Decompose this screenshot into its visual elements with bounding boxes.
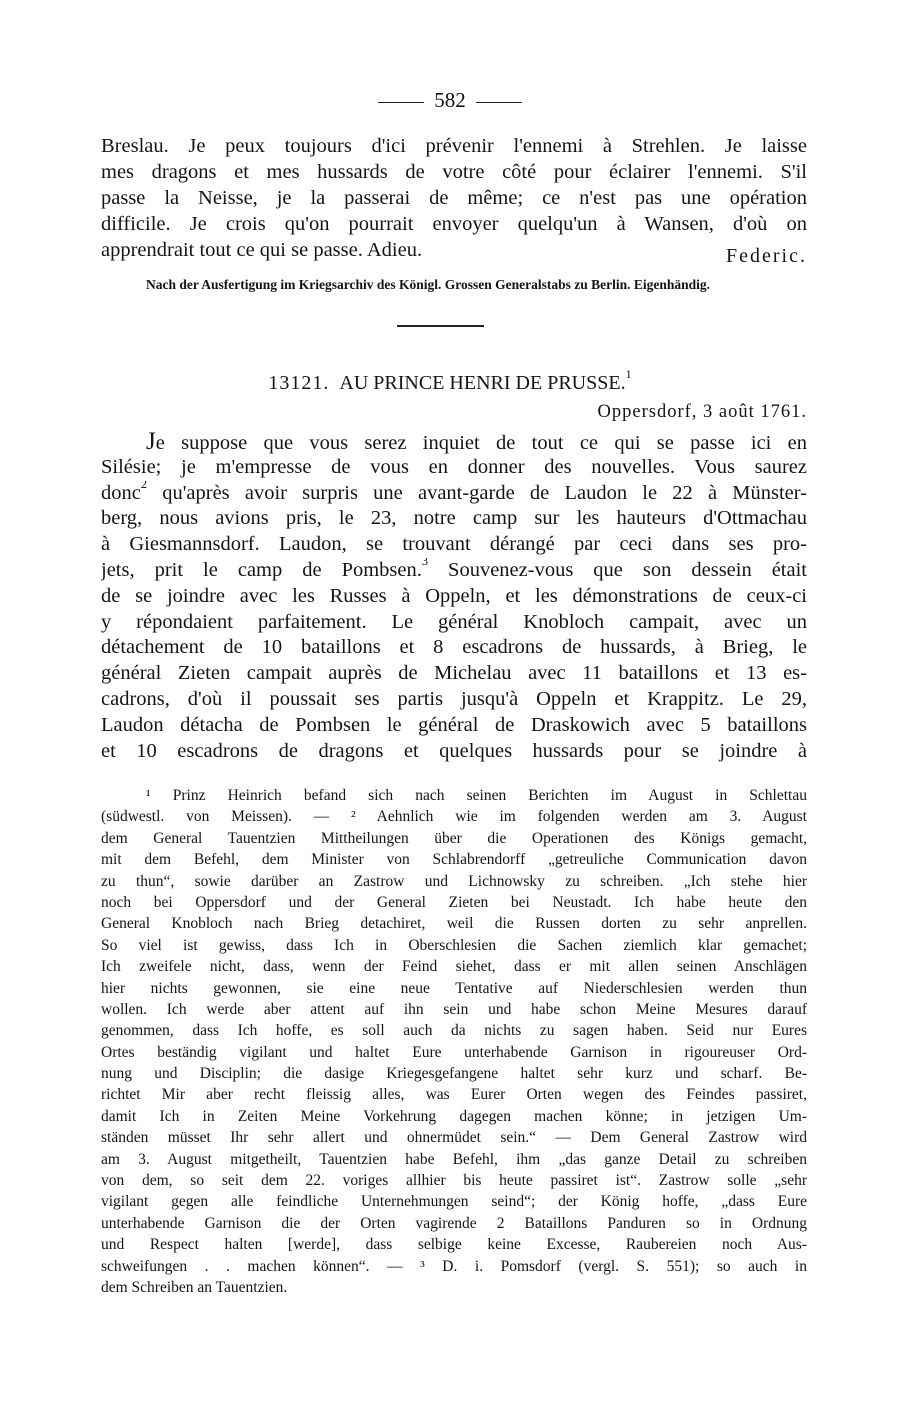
footnote-line: hier nichts gewonnen, sie eine neue Tentative auf Niederschlesien werden thun bbox=[101, 979, 807, 997]
letter-number: 13121. bbox=[268, 372, 330, 394]
text-run: donc bbox=[101, 481, 141, 504]
text-line: berg, nous avions pris, le 23, notre camp sur les hauteurs d'Ottmachau bbox=[101, 507, 807, 530]
footnote-line: mit dem Befehl, dem Minister von Schlabrendorff „getreuliche Communication davon bbox=[101, 851, 807, 869]
page-number: 582 bbox=[434, 88, 466, 112]
letter-title: AU PRINCE HENRI DE PRUSSE. bbox=[339, 372, 626, 394]
footnote-line: nung und Disciplin; die dasige Kriegesgefangene haltet sehr kurz und scharf. Be- bbox=[101, 1065, 807, 1083]
place-date: Oppersdorf, 3 août 1761. bbox=[597, 402, 807, 422]
text-line: apprendrait tout ce qui se passe. Adieu. bbox=[101, 239, 423, 261]
footnotes bbox=[101, 785, 807, 1298]
letter-heading bbox=[0, 367, 900, 396]
text-line: Silésie; je m'empresse de vous en donner des nouvelles. Vous saurez bbox=[101, 455, 807, 478]
text-line bbox=[101, 558, 807, 584]
footnote-line: Ortes beständig vigilant und haltet Eure unterhabende Garnison in rigoureuser Ord- bbox=[101, 1043, 807, 1061]
page-header bbox=[0, 86, 900, 114]
text-line: détachement de 10 bataillons et 8 escadrons de hussards, à Brieg, le bbox=[101, 636, 807, 659]
text-line: de se joindre avec les Russes à Oppeln, et les démonstrations de ceux-ci bbox=[101, 584, 807, 607]
footnote-line: General Knobloch nach Brieg detachiret, weil die Russen dorten zu sehr anprellen. bbox=[101, 915, 807, 933]
footnote-line: ¹ Prinz Heinrich befand sich nach seinen Berichten im August in Schlettau bbox=[146, 787, 807, 804]
footnote-line: Ich zweifele nicht, dass, wenn der Feind siehet, dass er mit allen seinen Anschlägen bbox=[101, 958, 807, 976]
footnote-line: vigilant gegen alle feindliche Unternehmungen seind“; der König hoffe, „dass Eure bbox=[101, 1193, 807, 1211]
footnote-line: unterhabende Garnison die der Orten vagirende 2 Bataillons Panduren so in Ordnung bbox=[101, 1214, 807, 1232]
footnote-marker: 3 bbox=[421, 557, 429, 569]
text-run: jets, prit le camp de Pombsen. bbox=[101, 558, 422, 581]
footnote-line: dem Schreiben an Tauentzien. bbox=[101, 1278, 288, 1296]
footnote-line: (südwestl. von Meissen). — ² Aehnlich wie im folgenden werden am 3. August bbox=[101, 808, 807, 826]
footnote-line: genommen, dass Ich hoffe, es soll auch da nichts zu sagen haben. Seid nur Eures bbox=[101, 1022, 807, 1040]
footnote-line: damit Ich in Zeiten Meine Vorkehrung dagegen machen könne; in jetzigen Um- bbox=[101, 1107, 807, 1125]
text-line: difficile. Je crois qu'on pourrait envoyer quelqu'un à Wansen, d'où on bbox=[101, 213, 807, 235]
text-line bbox=[101, 481, 807, 507]
letter-body bbox=[101, 429, 807, 764]
text-run: Souvenez-vous que son dessein était bbox=[428, 558, 807, 581]
signature: Federic. bbox=[726, 245, 807, 267]
text-line: mes dragons et mes hussards de votre côté pour éclairer l'ennemi. S'il bbox=[101, 161, 807, 183]
footnote-marker: 2 bbox=[140, 480, 148, 491]
footnote-line: von dem, so seit dem 22. voriges allhier bis heute passiret ist“. Zastrow solle „sehr bbox=[101, 1172, 807, 1190]
text-line: Breslau. Je peux toujours d'ici prévenir l'ennemi à Strehlen. Je laisse bbox=[101, 135, 807, 157]
text-line: général Zieten campait auprès de Michelau avec 11 bataillons et 13 es- bbox=[101, 662, 807, 685]
source-note: Nach der Ausfertigung im Kriegsarchiv des Königl. Grossen Generalstabs zu Berlin. Eigenhändig. bbox=[146, 277, 711, 292]
footnote-line: noch bei Oppersdorf und der General Zieten bei Neustadt. Ich habe heute den bbox=[101, 893, 807, 911]
text-line: passe la Neisse, je la passerai de même; ce n'est pas une opération bbox=[101, 187, 807, 209]
footnote-line: richtet Mir aber recht fleissig alles, was Eurer Orten wegen des Feindes passiret, bbox=[101, 1086, 807, 1104]
footnote-marker: 1 bbox=[625, 367, 632, 382]
footnote-line: So viel ist gewiss, dass Ich in Oberschlesien die Sachen ziemlich klar gemachet; bbox=[101, 936, 807, 954]
footnote-line: wollen. Ich werde aber attent auf ihn sein und habe schon Meine Mesures darauf bbox=[101, 1000, 807, 1018]
text-line: Laudon détacha de Pombsen le général de Draskowich avec 5 bataillons bbox=[101, 713, 807, 736]
text-run: e suppose que vous serez inquiet de tout ce qui se passe ici en bbox=[155, 432, 807, 454]
text-line: et 10 escadrons de dragons et quelques hussards pour se joindre à bbox=[101, 739, 807, 762]
section-divider bbox=[397, 325, 484, 327]
header-dash-right bbox=[476, 102, 522, 103]
previous-letter-ending bbox=[101, 133, 807, 263]
text-line: cadrons, d'où il poussait ses partis jusqu'à Oppeln et Krappitz. Le 29, bbox=[101, 687, 807, 710]
text-line bbox=[101, 429, 807, 455]
text-line: à Giesmannsdorf. Laudon, se trouvant dérangé par ceci dans ses pro- bbox=[101, 533, 807, 556]
footnote-line: dem General Tauentzien Mittheilungen über die Operationen des Königs gemacht, bbox=[101, 829, 807, 847]
footnote-line: am 3. August mitgetheilt, Tauentzien habe Befehl, ihm „das ganze Detail zu schreiben bbox=[101, 1150, 807, 1168]
text-line: y répondaient parfaitement. Le général Knobloch campait, avec un bbox=[101, 610, 807, 633]
footnote-line: ständen müsset Ihr sehr allert und ohnermüdet sein.“ — Dem General Zastrow wird bbox=[101, 1129, 807, 1147]
header-dash-left bbox=[378, 102, 424, 103]
footnote-line: und Respect halten [werde], dass selbige keine Excesse, Raubereien noch Aus- bbox=[101, 1236, 807, 1254]
initial-letter: J bbox=[146, 429, 156, 455]
footnote-line: schweifungen . . machen können“. — ³ D. i. Pomsdorf (vergl. S. 551); so auch in bbox=[101, 1257, 807, 1275]
footnote-line: zu thun“, sowie darüber an Zastrow und Lichnowsky zu schreiben. „Ich stehe hier bbox=[101, 872, 807, 890]
text-run: qu'après avoir surpris une avant-garde de Laudon le 22 à Münster- bbox=[147, 481, 807, 504]
